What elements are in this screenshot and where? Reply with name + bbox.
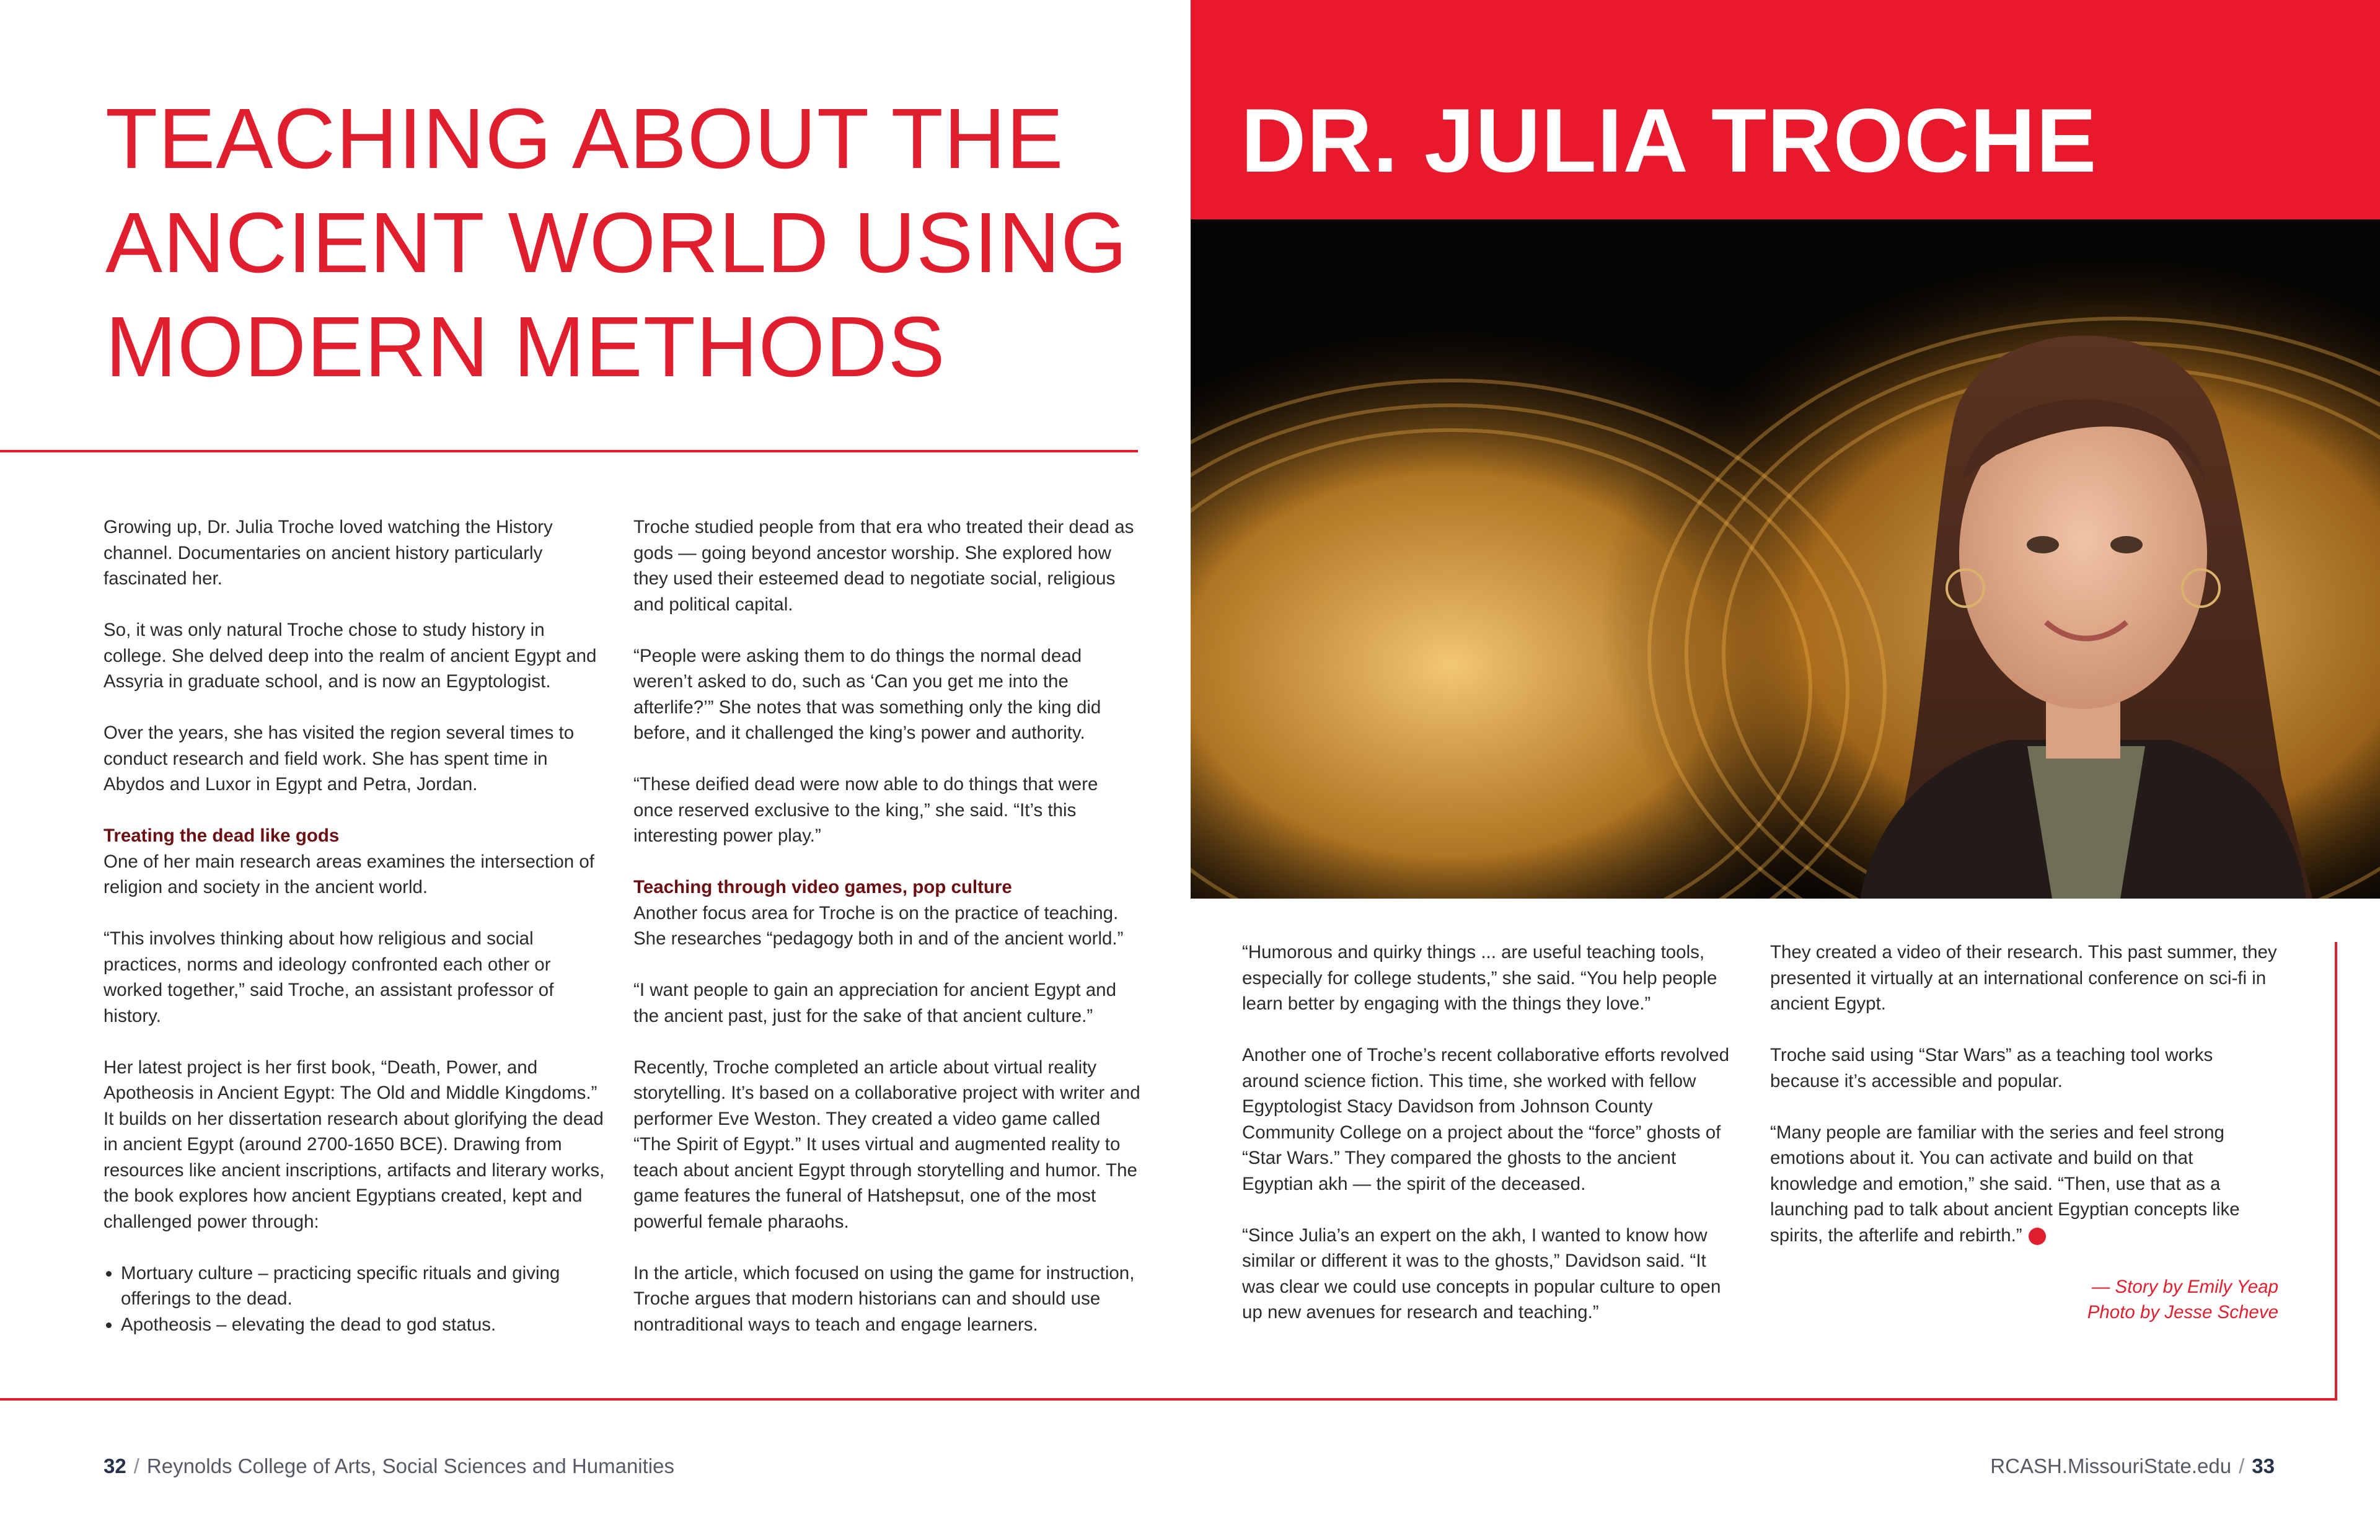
paragraph: Another one of Troche’s recent collaborative efforts revolved around science fiction. This time, she worked with fellow Egyptologist Stacy Davidson from Johnson County Community College on a project about the “force” ghosts of “Star Wars.” They compared the ghosts to the ancient Egyptian akh — the spirit of the deceased. xyxy=(1242,1045,1730,1194)
page-number-left: 32 xyxy=(104,1454,126,1477)
paragraph: One of her main research areas examines the intersection of religion and society in the ancient world. xyxy=(104,851,594,897)
paragraph: “These deified dead were now able to do things that were once reserved exclusive to the king,” she said. “It’s this interesting power play.” xyxy=(633,774,1098,846)
list-item: • Mortuary culture – practicing specific rituals and giving offerings to the dead. xyxy=(121,1261,612,1312)
paragraph: They created a video of their research. This past summer, they presented it virtually at an international conference on sci-fi in ancient Egypt. xyxy=(1770,942,2277,1014)
end-of-story-dot-icon xyxy=(2029,1228,2046,1245)
frame-line-horizontal xyxy=(0,1398,2337,1401)
article-column-4 xyxy=(1770,939,2278,1326)
footer-website: RCASH.MissouriState.edu xyxy=(1990,1454,2232,1477)
headline-line-1: TEACHING ABOUT THE xyxy=(105,91,1064,187)
paragraph: “Since Julia’s an expert on the akh, I wanted to know how similar or different it was to the ghosts,” Davidson said. “It was clear we could use concepts in popular culture to open up new avenues for research and teaching.” xyxy=(1242,1225,1721,1322)
article-column-2 xyxy=(633,514,1142,1363)
headline-line-3: MODERN METHODS xyxy=(105,299,946,395)
subheading-video-games: Teaching through video games, pop culture xyxy=(633,877,1012,897)
headline-divider xyxy=(0,450,1138,452)
paragraph-text: “Many people are familiar with the series and feel strong emotions about it. You can activate and build on that knowledge and emotion,” she said. “Then, use that as a launching pad to talk about ancient Egyptian concepts like spirits, the afterlife and rebirth.” xyxy=(1770,1122,2240,1246)
page-number-right: 33 xyxy=(2252,1454,2275,1477)
paragraph: “This involves thinking about how religious and social practices, norms and ideology confronted each other or worked together,” said Troche, an assistant professor of history. xyxy=(104,928,554,1026)
subheading-treating-dead: Treating the dead like gods xyxy=(104,825,340,846)
footer-college-name: Reynolds College of Arts, Social Sciences and Humanities xyxy=(146,1454,674,1477)
paragraph-final xyxy=(1770,1120,2278,1249)
paragraph: Another focus area for Troche is on the practice of teaching. She researches “pedagogy both in and of the ancient world.” xyxy=(633,902,1124,949)
portrait-photo xyxy=(1191,219,2380,899)
paragraph: Her latest project is her first book, “Death, Power, and Apotheosis in Ancient Egypt: The Old and Middle Kingdoms.” It builds on her dissertation research about glorifying the dead in ancient Egypt (around 2700-1650 BCE). Drawing from resources like ancient inscriptions, artifacts and literary works, the book explores how ancient Egyptians created, kept and challenged power through: xyxy=(104,1057,605,1232)
headline xyxy=(105,87,1159,399)
list-item: • Apotheosis – elevating the dead to god status. xyxy=(121,1312,612,1338)
paragraph: So, it was only natural Troche chose to study history in college. She delved deep into the realm of ancient Egypt and Assyria in graduate school, and is now an Egyptologist. xyxy=(104,620,597,692)
paragraph: In the article, which focused on using the game for instruction, Troche argues that modern historians can and should use nontraditional ways to teach and engage learners. xyxy=(633,1262,1135,1335)
paragraph: Growing up, Dr. Julia Troche loved watching the History channel. Documentaries on ancient history particularly fascinated her. xyxy=(104,517,553,589)
footer-separator: / xyxy=(2239,1454,2245,1477)
photo-credit: Photo by Jesse Scheve xyxy=(2087,1302,2278,1322)
footer-separator: / xyxy=(133,1454,139,1477)
story-credit: — Story by Emily Yeap xyxy=(2091,1276,2278,1297)
paragraph: Troche studied people from that era who treated their dead as gods — going beyond ancestor worship. She explored how they used their esteemed dead to negotiate social, religious and political capital. xyxy=(633,517,1134,615)
paragraph: “People were asking them to do things the normal dead weren’t asked to do, such as ‘Can you get me into the afterlife?’” She notes that was something only the king did before, and it challenged the king’s power and authority. xyxy=(633,645,1101,743)
headline-line-2: ANCIENT WORLD USING xyxy=(105,195,1128,291)
paragraph: Troche said using “Star Wars” as a teaching tool works because it’s accessible and popular. xyxy=(1770,1045,2213,1091)
footer-right xyxy=(1990,1454,2275,1479)
paragraph: “I want people to gain an appreciation for ancient Egypt and the ancient past, just for the sake of that ancient culture.” xyxy=(633,980,1116,1026)
paragraph: Over the years, she has visited the region several times to conduct research and field work. She has spent time in Abydos and Luxor in Egypt and Petra, Jordan. xyxy=(104,723,575,794)
article-column-1 xyxy=(104,514,612,1337)
paragraph: Recently, Troche completed an article about virtual reality storytelling. It’s based on a collaborative project with writer and performer Eve Weston. They created a video game called “The Spirit of Egypt.” It uses virtual and augmented reality to teach about ancient Egypt through storytelling and humor. The game features the funeral of Hatshepsut, one of the most powerful female pharaohs. xyxy=(633,1057,1140,1232)
page-title: DR. JULIA TROCHE xyxy=(1241,90,2097,191)
article-column-3 xyxy=(1242,939,1738,1351)
footer-left xyxy=(104,1454,674,1479)
bullet-list xyxy=(104,1261,612,1338)
frame-line-vertical xyxy=(2335,942,2337,1401)
paragraph: “Humorous and quirky things ... are useful teaching tools, especially for college students,” she said. “You help people learn better by engaging with the things they love.” xyxy=(1242,942,1717,1014)
